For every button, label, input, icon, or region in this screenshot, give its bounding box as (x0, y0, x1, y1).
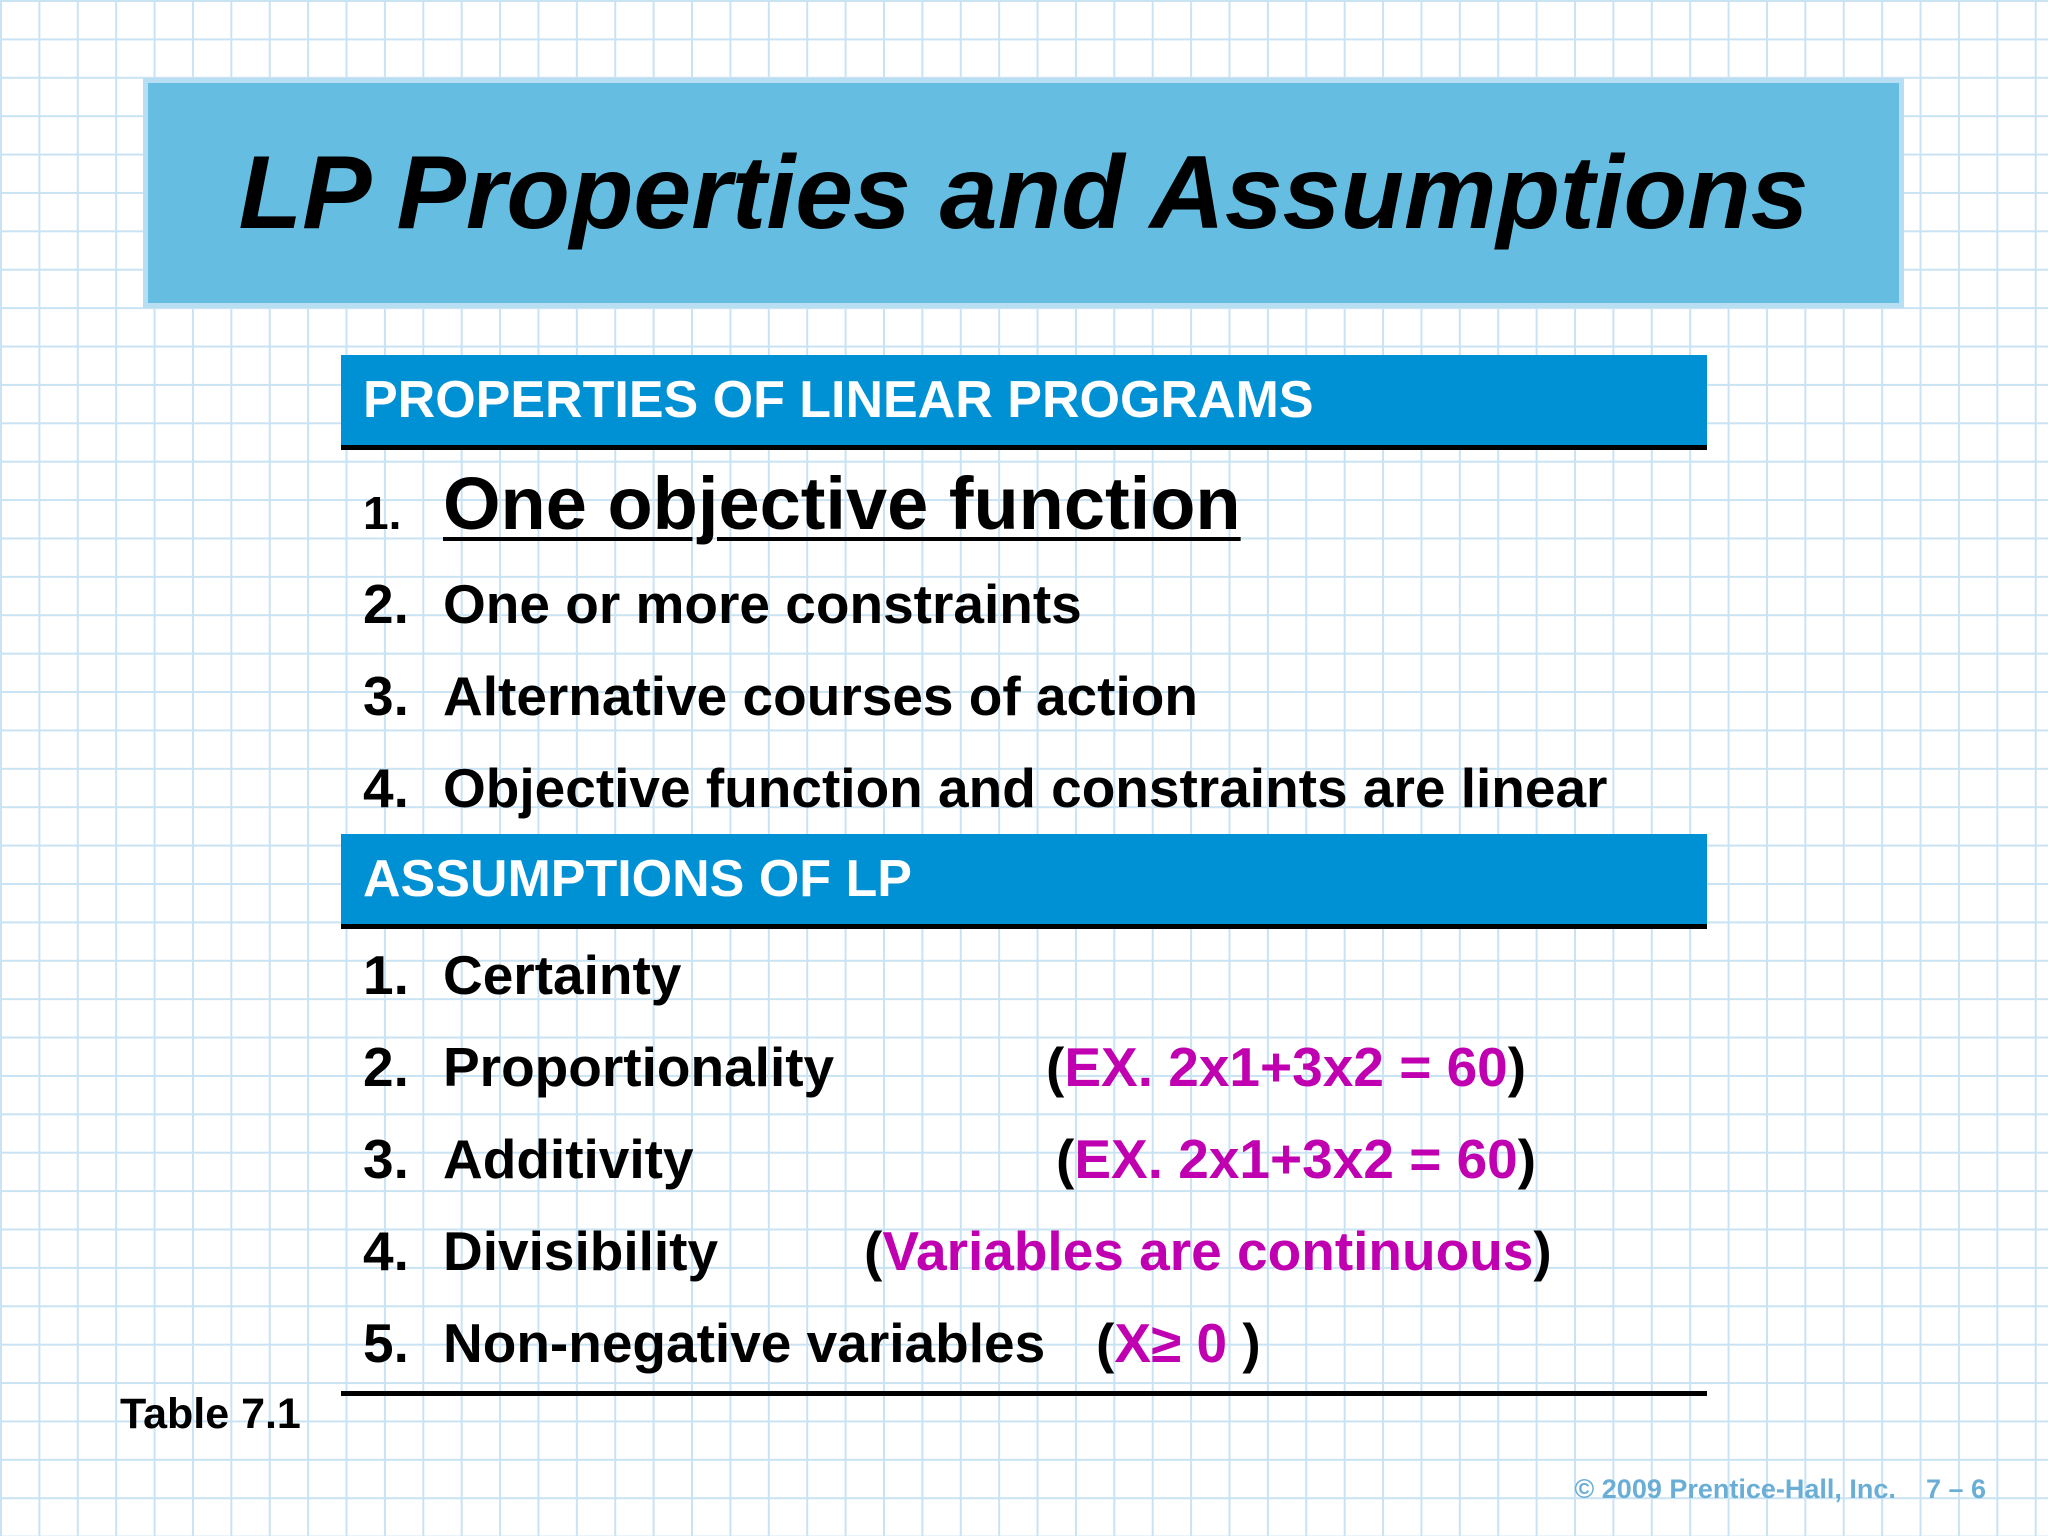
assumption-row (341, 1113, 1707, 1205)
item-text: One objective function (443, 462, 1241, 545)
assumptions-header: ASSUMPTIONS OF LP (341, 834, 1707, 929)
example-note (1046, 1021, 1526, 1113)
item-number: 4. (363, 757, 409, 819)
note-text: Variables are continuous (882, 1220, 1534, 1282)
item-text: Divisibility (443, 1220, 719, 1282)
note-open-paren: ( (864, 1220, 883, 1282)
note-close-paren: ) (1242, 1312, 1261, 1374)
note-text: X≥ 0 (1114, 1312, 1243, 1374)
note-open-paren: ( (1096, 1312, 1115, 1374)
note-open-paren: ( (1056, 1128, 1075, 1190)
lp-table (341, 355, 1707, 1396)
item-text: One or more constraints (443, 573, 1082, 635)
item-number: 1. (363, 944, 409, 1006)
example-note (1056, 1113, 1536, 1205)
item-number: 2. (363, 573, 409, 635)
note-open-paren: ( (1046, 1036, 1065, 1098)
slide-footer (1574, 1474, 1986, 1505)
example-note (1096, 1297, 1261, 1389)
item-number: 4. (363, 1220, 409, 1282)
note-text: EX. 2x1+3x2 = 60 (1074, 1128, 1518, 1190)
property-row (341, 450, 1707, 558)
page-number: 7 – 6 (1925, 1474, 1986, 1504)
table-bottom-rule (341, 1391, 1707, 1396)
note-close-paren: ) (1533, 1220, 1552, 1282)
properties-header: PROPERTIES OF LINEAR PROGRAMS (341, 355, 1707, 450)
item-text: Objective function and constraints are linear (443, 757, 1608, 819)
property-row (341, 742, 1707, 834)
item-number: 2. (363, 1036, 409, 1098)
slide-title: LP Properties and Assumptions (238, 134, 1809, 251)
assumption-row (341, 1021, 1707, 1113)
item-number: 3. (363, 1128, 409, 1190)
assumption-row (341, 929, 1707, 1021)
property-row (341, 650, 1707, 742)
example-note (864, 1205, 1552, 1297)
copyright-text: © 2009 Prentice-Hall, Inc. (1574, 1474, 1896, 1504)
item-text: Non-negative variables (443, 1312, 1046, 1374)
assumption-row (341, 1297, 1707, 1389)
note-text: EX. 2x1+3x2 = 60 (1064, 1036, 1508, 1098)
title-banner (143, 78, 1904, 308)
item-text: Additivity (443, 1128, 694, 1190)
assumption-row (341, 1205, 1707, 1297)
note-close-paren: ) (1507, 1036, 1527, 1098)
item-text: Proportionality (443, 1036, 835, 1098)
item-number: 3. (363, 665, 409, 727)
item-number: 5. (363, 1312, 409, 1374)
property-row (341, 558, 1707, 650)
item-text: Alternative courses of action (443, 665, 1198, 727)
note-close-paren: ) (1517, 1128, 1537, 1190)
table-caption: Table 7.1 (120, 1390, 301, 1438)
item-text: Certainty (443, 944, 682, 1006)
item-number: 1. (363, 487, 402, 539)
